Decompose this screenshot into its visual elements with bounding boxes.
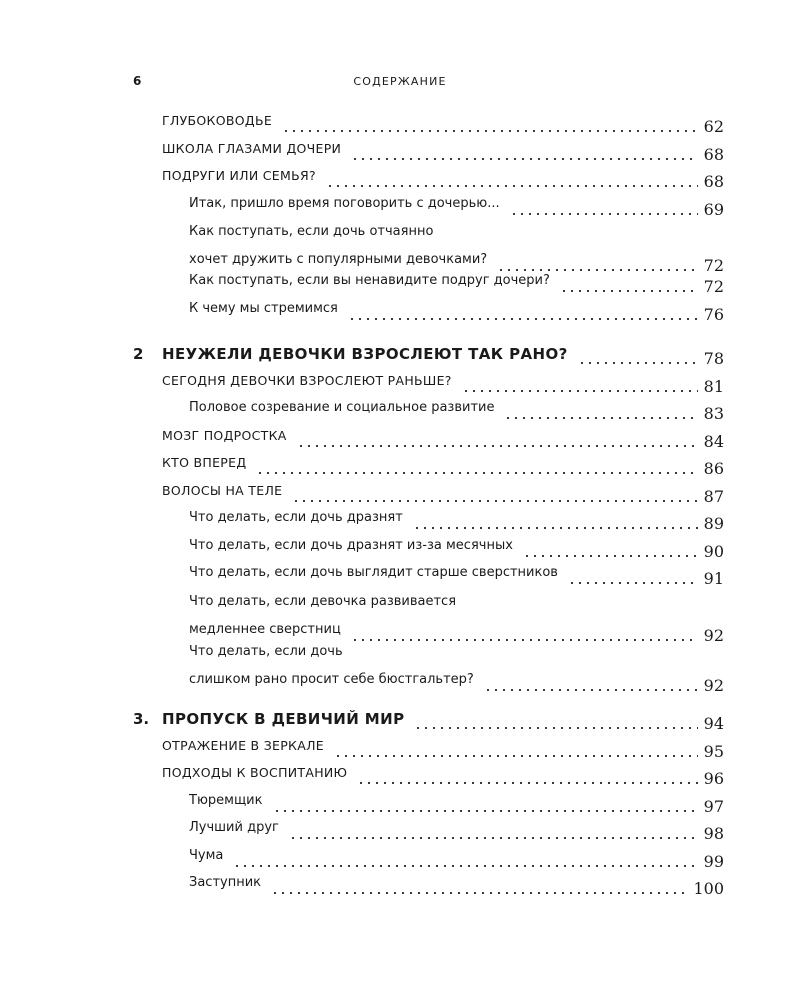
section-title: ШКОЛА ГЛАЗАМИ ДОЧЕРИ [162, 141, 345, 156]
page-ref: 83 [700, 404, 724, 423]
dot-leader [289, 837, 698, 839]
dot-leader [233, 865, 698, 867]
toc-entry [133, 765, 724, 793]
subsection-title: Чума [189, 848, 227, 863]
dot-leader [510, 213, 698, 215]
toc-entry [133, 483, 724, 511]
section-title: ПОДХОДЫ К ВОСПИТАНИЮ [162, 765, 351, 780]
dot-leader [348, 318, 698, 320]
toc-entry [133, 455, 724, 483]
page-ref: 68 [700, 145, 724, 164]
dot-leader [484, 689, 698, 691]
page-ref: 84 [700, 432, 724, 451]
toc-entry [133, 710, 724, 738]
page-ref: 69 [700, 200, 724, 219]
toc-entry [133, 875, 724, 903]
toc-entry [133, 224, 724, 280]
dot-leader [568, 582, 698, 584]
dot-leader [504, 417, 698, 419]
page-ref: 72 [700, 277, 724, 296]
dot-leader [413, 527, 698, 529]
page-ref: 87 [700, 487, 724, 506]
chapter-title: НЕУЖЕЛИ ДЕВОЧКИ ВЗРОСЛЕЮТ ТАК РАНО? [162, 345, 572, 363]
page-ref: 89 [700, 514, 724, 533]
page-ref: 97 [700, 797, 724, 816]
subsection-title: хочет дружить с популярными девочками? [189, 252, 491, 267]
dot-leader [560, 290, 698, 292]
toc-entry [133, 793, 724, 821]
dot-leader [271, 892, 687, 894]
subsection-title: Как поступать, если вы ненавидите подруг дочери? [189, 273, 554, 288]
subsection-title: Что делать, если дочь [189, 644, 343, 659]
toc-entry [133, 738, 724, 766]
toc-entry [133, 428, 724, 456]
toc-entry [133, 196, 724, 224]
section-title: КТО ВПЕРЕД [162, 455, 250, 470]
dot-leader [357, 782, 698, 784]
dot-leader [497, 269, 698, 271]
page-ref: 72 [700, 256, 724, 275]
subsection-title: Тюремщик [189, 793, 267, 808]
toc-entry [133, 565, 724, 593]
dot-leader [292, 500, 698, 502]
subsection-title: Итак, пришло время поговорить с дочерью... [189, 196, 504, 211]
toc-entry [133, 848, 724, 876]
page-ref: 81 [700, 377, 724, 396]
subsection-title: Заступник [189, 875, 265, 890]
toc-entry [133, 168, 724, 196]
chapter-title: ПРОПУСК В ДЕВИЧИЙ МИР [162, 710, 408, 728]
section-title: ПОДРУГИ ИЛИ СЕМЬЯ? [162, 168, 320, 183]
dot-leader [578, 362, 698, 364]
page-ref: 94 [700, 714, 724, 733]
page-ref: 78 [700, 349, 724, 368]
page-ref: 90 [700, 542, 724, 561]
chapter-number: 2 [133, 345, 144, 363]
subsection-title: Как поступать, если дочь отчаянно [189, 224, 434, 239]
page-ref: 96 [700, 769, 724, 788]
page-ref: 91 [700, 569, 724, 588]
toc-entry [133, 820, 724, 848]
subsection-title: К чему мы стремимся [189, 301, 342, 316]
subsection-title: Что делать, если дочь выглядит старше сверстников [189, 565, 562, 580]
toc-entry [133, 400, 724, 428]
toc-entry [133, 113, 724, 141]
section-title: ОТРАЖЕНИЕ В ЗЕРКАЛЕ [162, 738, 328, 753]
page-ref: 99 [700, 852, 724, 871]
toc-entry [133, 538, 724, 566]
subsection-title: Что делать, если девочка развивается [189, 594, 457, 609]
subsection-title: Половое созревание и социальное развитие [189, 400, 498, 415]
subsection-title: Что делать, если дочь дразнят [189, 510, 407, 525]
section-title: ВОЛОСЫ НА ТЕЛЕ [162, 483, 286, 498]
chapter-number: 3. [133, 710, 150, 728]
toc-entry [133, 345, 724, 373]
subsection-title: Что делать, если дочь дразнят из-за месячных [189, 538, 517, 553]
page-ref: 98 [700, 824, 724, 843]
page-number: 6 [133, 74, 142, 88]
dot-leader [273, 810, 698, 812]
dot-leader [282, 130, 698, 132]
page-ref: 76 [700, 305, 724, 324]
toc-entry [133, 301, 724, 329]
page-ref: 62 [700, 117, 724, 136]
toc-entry [133, 273, 724, 301]
dot-leader [351, 158, 698, 160]
dot-leader [414, 727, 698, 729]
section-title: МОЗГ ПОДРОСТКА [162, 428, 291, 443]
subsection-title: Лучший друг [189, 820, 283, 835]
page-ref: 100 [689, 879, 724, 898]
dot-leader [351, 639, 698, 641]
subsection-title: медленнее сверстниц [189, 622, 345, 637]
toc-entry [133, 594, 724, 650]
page-ref: 68 [700, 172, 724, 191]
page-ref: 92 [700, 626, 724, 645]
dot-leader [297, 445, 698, 447]
page-ref: 95 [700, 742, 724, 761]
toc-entry [133, 510, 724, 538]
dot-leader [334, 755, 698, 757]
section-title: СЕГОДНЯ ДЕВОЧКИ ВЗРОСЛЕЮТ РАНЬШЕ? [162, 373, 456, 388]
dot-leader [256, 472, 698, 474]
dot-leader [326, 185, 698, 187]
dot-leader [462, 390, 698, 392]
page-ref: 92 [700, 676, 724, 695]
section-title: ГЛУБОКОВОДЬЕ [162, 113, 276, 128]
page-ref: 86 [700, 459, 724, 478]
running-head: СОДЕРЖАНИЕ [353, 75, 447, 88]
dot-leader [523, 555, 698, 557]
toc-entry [133, 373, 724, 401]
subsection-title: слишком рано просит себе бюстгальтер? [189, 672, 478, 687]
toc-entry [133, 644, 724, 700]
toc-entry [133, 141, 724, 169]
